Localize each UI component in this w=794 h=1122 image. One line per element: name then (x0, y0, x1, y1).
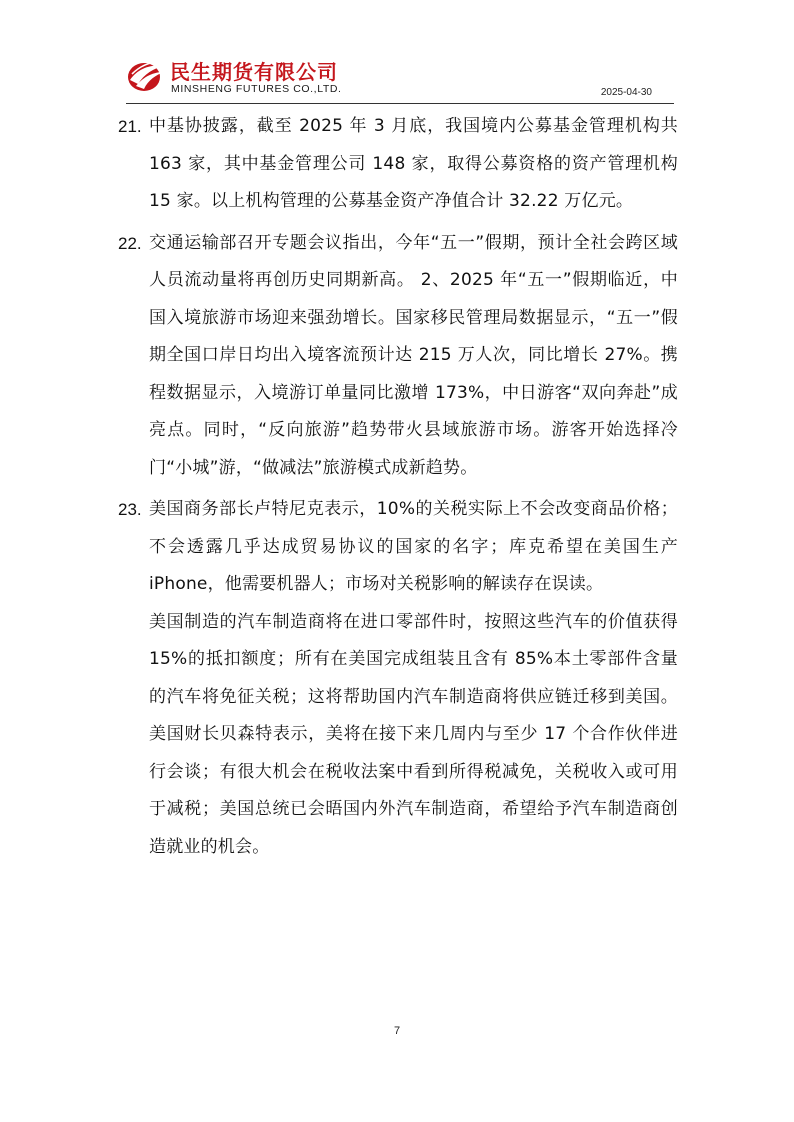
news-list (118, 108, 678, 870)
item-text (149, 491, 678, 866)
company-name-cn: 民生期货有限公司 (170, 60, 338, 84)
page-header (126, 52, 674, 104)
item-number: 23. (118, 500, 142, 519)
report-date: 2025-04-30 (600, 87, 652, 98)
item-text (149, 225, 678, 488)
item-number: 21. (118, 117, 142, 136)
page-number: 7 (393, 1025, 401, 1037)
header-divider (126, 103, 674, 104)
item-paragraph: 美国商务部长卢特尼克表示，10%的关税实际上不会改变商品价格；不会透露几乎达成贸易协议的国家的名字；库克希望在美国生产 iPhone，他需要机器人；市场对关税影响的解读存在误读。 (149, 499, 678, 594)
item-text (149, 108, 678, 221)
item-paragraph: 交通运输部召开专题会议指出，今年“五一”假期，预计全社会跨区域人员流动量将再创历史同期新高。 2、2025 年“五一”假期临近，中国入境旅游市场迎来强劲增长。国家移民管理局数据显示，“五一”假期全国口岸日均出入境客流预计达 215 万人次，同比增长 27%。携程数据显示，入境游订单量同比激增 173%，中日游客“双向奔赴”成亮点。同时，“反向旅游”趋势带火县域旅游市场。游客开始选择冷门“小城”游，“做减法”旅游模式成新趋势。 (149, 232, 678, 478)
news-item-22 (118, 225, 678, 488)
item-number: 22. (118, 233, 142, 253)
minsheng-logo-icon (126, 58, 166, 94)
news-item-21 (118, 108, 678, 221)
news-item-23 (118, 491, 678, 866)
company-name-en: MINSHENG FUTURES CO.,LTD. (171, 83, 342, 95)
item-paragraph: 美国制造的汽车制造商将在进口零部件时，按照这些汽车的价值获得 15%的抵扣额度；所有在美国完成组装且含有 85%本土零部件含量的汽车将免征关税；这将帮助国内汽车制造商将供应链迁移到美国。美国财长贝森特表示，美将在接下来几周内与至少 17 个合作伙伴进行会谈；有很大机会在税收法案中看到所得税减免，关税收入或可用于减税；美国总统已会晤国内外汽车制造商，希望给予汽车制造商创造就业的机会。 (149, 611, 678, 857)
item-paragraph: 中基协披露，截至 2025 年 3 月底，我国境内公募基金管理机构共 163 家，其中基金管理公司 148 家，取得公募资格的资产管理机构 15 家。以上机构管理的公募基金资产净值合计 32.22 万亿元。 (149, 116, 678, 211)
